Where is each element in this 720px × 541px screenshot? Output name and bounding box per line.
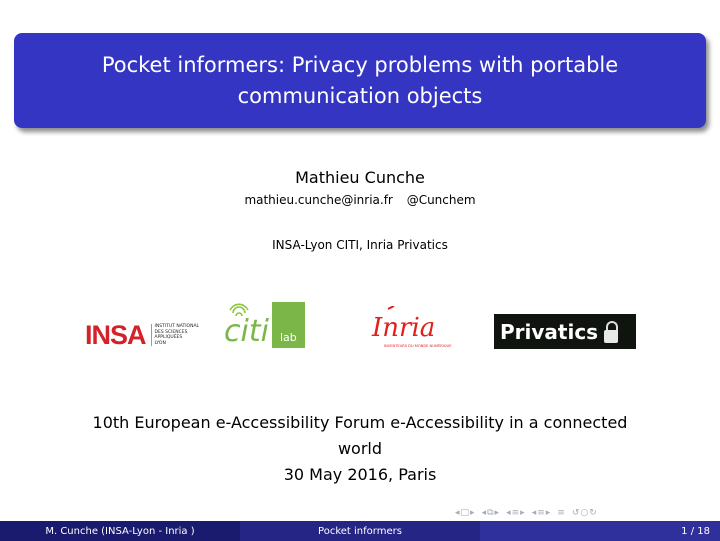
arrow-right-icon: ▸	[470, 508, 475, 518]
nav-search[interactable]	[572, 508, 597, 518]
arrow-left-icon: ◂	[506, 508, 511, 518]
privatics-logo	[494, 314, 636, 349]
section-icon: ≡	[511, 508, 520, 518]
event-line-1: 10th European e-Accessibility Forum e-Accessibility in a connected	[92, 413, 628, 432]
nav-section[interactable]	[506, 508, 525, 518]
footer-title: Pocket informers	[240, 521, 480, 541]
search-icon-3: ↻	[589, 508, 597, 518]
privatics-logo-word: Privatics	[500, 319, 599, 344]
slide-footer	[0, 521, 720, 541]
presentation-icon: ≡	[537, 508, 545, 518]
frame-icon: □	[460, 508, 470, 518]
insa-logo-word: INSA	[85, 319, 146, 350]
nav-frame[interactable]	[455, 508, 475, 518]
arrow-right-icon: ▸	[545, 508, 551, 518]
beamer-nav	[455, 507, 601, 519]
author-name: Mathieu Cunche	[295, 168, 425, 187]
author-email: mathieu.cunche@inria.fr	[244, 193, 393, 207]
search-icon-2: ○	[580, 508, 589, 518]
insa-logo-text: INSTITUT NATIONAL DES SCIENCES APPLIQUÉES LYON	[151, 324, 200, 346]
institute: INSA-Lyon CITI, Inria Privatics	[272, 238, 448, 252]
event-line-2: world	[337, 439, 383, 458]
nav-appendix[interactable]	[557, 508, 565, 518]
inria-logo-word: Inria	[372, 313, 436, 343]
inria-logo-tagline: INVENTEURS DU MONDE NUMÉRIQUE	[384, 344, 452, 348]
citi-logo-lab: lab	[280, 331, 297, 344]
title-line-2: communication objects	[237, 83, 483, 108]
insa-logo	[85, 318, 200, 352]
appendix-icon: ≡	[557, 508, 565, 518]
citi-logo-word: citi	[224, 314, 269, 349]
slide-title	[14, 33, 706, 128]
subsection-icon: ⧉	[487, 508, 494, 518]
arrow-left-icon: ◂	[531, 508, 537, 518]
author-contacts	[0, 193, 720, 207]
event-info	[0, 410, 720, 488]
footer-page-number: 1 / 18	[480, 521, 720, 541]
lock-icon	[604, 321, 618, 343]
event-date: 30 May 2016, Paris	[283, 465, 437, 484]
arrow-left-icon: ◂	[455, 508, 460, 518]
nav-presentation[interactable]	[532, 508, 551, 518]
search-icon: ↺	[571, 508, 580, 518]
arrow-left-icon: ◂	[481, 508, 487, 518]
arrow-right-icon: ▸	[520, 508, 525, 518]
inria-logo	[370, 306, 470, 352]
title-line-1: Pocket informers: Privacy problems with portable	[101, 52, 619, 77]
nav-subsection[interactable]	[482, 508, 500, 518]
author-twitter: @Cunchem	[406, 193, 476, 207]
citi-lab-logo	[222, 296, 312, 351]
arrow-right-icon: ▸	[494, 508, 500, 518]
footer-author: M. Cunche (INSA-Lyon - Inria )	[0, 521, 240, 541]
